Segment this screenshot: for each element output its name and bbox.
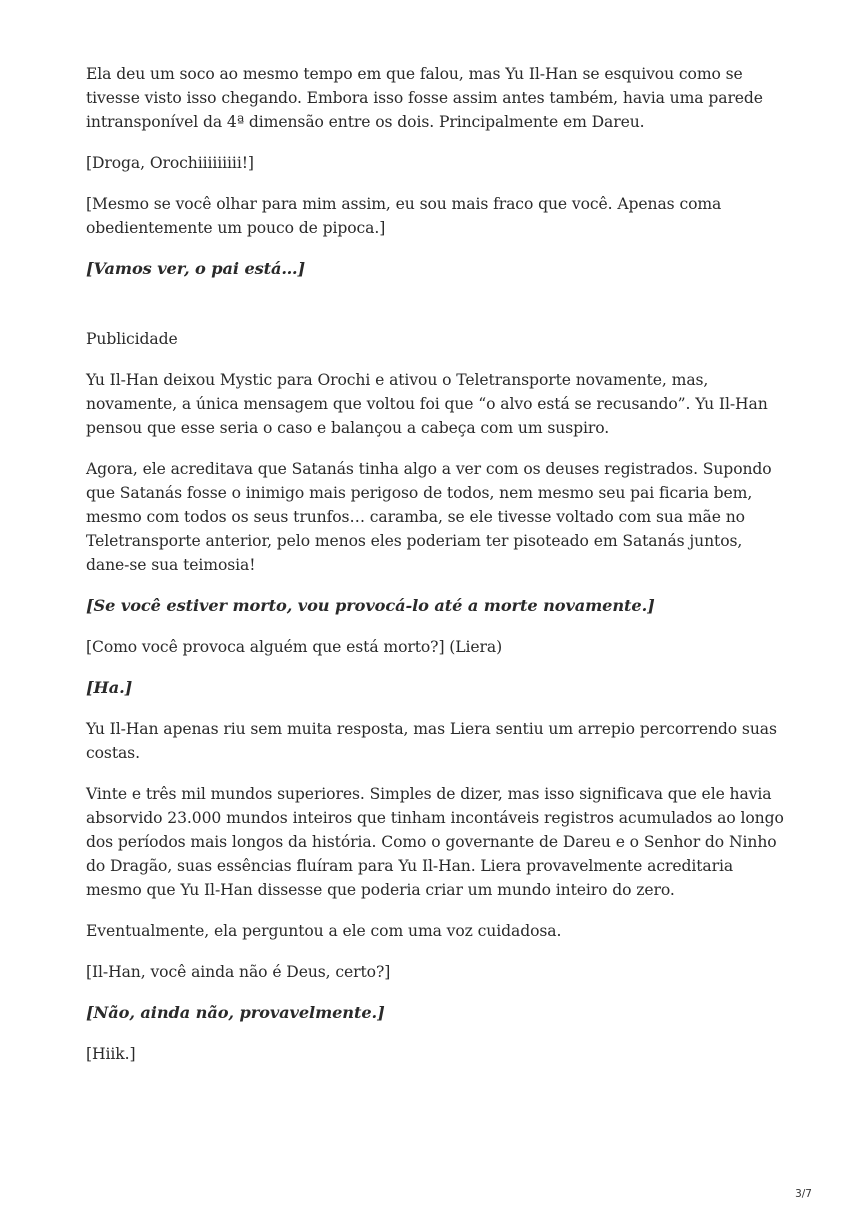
paragraph: [Mesmo se você olhar para mim assim, eu sou mais fraco que você. Apenas coma obedientemente um pouco de pipoca.] — [86, 195, 722, 237]
document-body — [86, 62, 786, 1083]
paragraph: [Como você provoca alguém que está morto?] (Liera) — [86, 638, 503, 656]
paragraph: Eventualmente, ela perguntou a ele com uma voz cuidadosa. — [86, 922, 562, 940]
paragraph: Vinte e três mil mundos superiores. Simples de dizer, mas isso significava que ele havia absorvido 23.000 mundos inteiros que tinham incontáveis registros acumulados ao longo dos períodos mais longos da história. Como o governante de Dareu e o Senhor do Ninho do Dragão, suas essências fluíram para Yu Il-Han. Liera provavelmente acreditaria mesmo que Yu Il-Han dissesse que poderia criar um mundo inteiro do zero. — [86, 785, 784, 899]
paragraph: Yu Il-Han apenas riu sem muita resposta, mas Liera sentiu um arrepio percorrendo suas costas. — [86, 720, 777, 762]
paragraph-emphasis: [Não, ainda não, provavelmente.] — [86, 1003, 385, 1022]
paragraph: [Hiik.] — [86, 1045, 136, 1063]
paragraph: Ela deu um soco ao mesmo tempo em que falou, mas Yu Il-Han se esquivou como se tivesse visto isso chegando. Embora isso fosse assim antes também, havia uma parede intransponível da 4ª dimensão entre os dois. Principalmente em Dareu. — [86, 65, 763, 131]
paragraph: [Droga, Orochiiiiiiiii!] — [86, 154, 254, 172]
paragraph-emphasis: [Se você estiver morto, vou provocá-lo até a morte novamente.] — [86, 596, 655, 615]
page-number: 3/7 — [795, 1188, 812, 1200]
paragraph: Yu Il-Han deixou Mystic para Orochi e ativou o Teletransporte novamente, mas, novamente, a única mensagem que voltou foi que “o alvo está se recusando”. Yu Il-Han pensou que esse seria o caso e balançou a cabeça com um suspiro. — [86, 371, 768, 437]
advertisement-label: Publicidade — [86, 330, 178, 348]
paragraph-emphasis: [Vamos ver, o pai está…] — [86, 259, 306, 278]
paragraph-emphasis: [Ha.] — [86, 678, 133, 697]
paragraph: Agora, ele acreditava que Satanás tinha algo a ver com os deuses registrados. Supondo que Satanás fosse o inimigo mais perigoso de todos, nem mesmo seu pai ficaria bem, mesmo com todos os seus trunfos… caramba, se ele tivesse voltado com sua mãe no Teletransporte anterior, pelo menos eles poderiam ter pisoteado em Satanás juntos, dane-se sua teimosia! — [86, 460, 772, 574]
paragraph: [Il-Han, você ainda não é Deus, certo?] — [86, 963, 391, 981]
